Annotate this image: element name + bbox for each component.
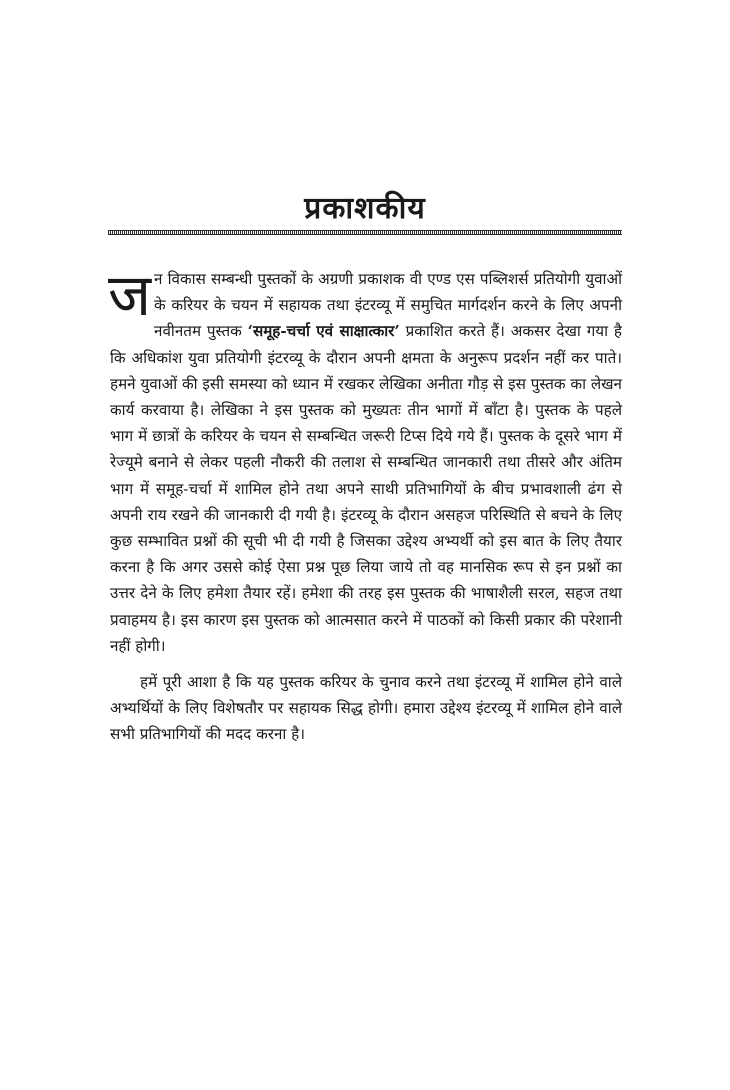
title-divider [108, 230, 622, 235]
paragraph-2: हमें पूरी आशा है कि यह पुस्तक करियर के चुनाव करने तथा इंटरव्यू में शामिल होने वाले अभ्यर्थियों के लिए विशेषतौर पर सहायक सिद्ध होगी। हमारा उद्देश्य इंटरव्यू में शामिल होने वाले सभी प्रतिभागियों की मदद करना है। [110, 673, 622, 744]
book-title: ‘समूह-चर्चा एवं साक्षात्कार’ [247, 322, 400, 341]
drop-cap: ज [108, 261, 152, 329]
paragraph-1 [108, 261, 622, 659]
body-text [108, 261, 622, 748]
page-title: प्रकाशकीय [304, 191, 426, 226]
paragraph-1-text-b: प्रकाशित करते हैं। अकसर देखा गया है कि अधिकांश युवा प्रतियोगी इंटरव्यू के दौरान अपनी क्षमता के अनुरूप प्रदर्शन नहीं कर पाते। हमने युवाओं की इसी समस्या को ध्यान में रखकर लेखिका अनीता गौड़ से इस पुस्तक का लेखन कार्य करवाया है। लेखिका ने इस पुस्तक को मुख्यतः तीन भागों में बाँटा है। पुस्तक के पहले भाग में छात्रों के करियर के चयन से सम्बन्धित जरूरी टिप्स दिये गये हैं। पुस्तक के दूसरे भाग में रेज्यूमे बनाने से लेकर पहली नौकरी की तलाश से सम्बन्धित जानकारी तथा तीसरे और अंतिम भाग में समूह-चर्चा में शामिल होने तथा अपने साथी प्रतिभागियों के बीच प्रभावशाली ढंग से अपनी राय रखने की जानकारी दी गयी है। इंटरव्यू के दौरान असहज परिस्थिति से बचने के लिए कुछ सम्भावित प्रश्नों की सूची भी दी गयी है जिसका उद्देश्य अभ्यर्थी को इस बात के लिए तैयार करना है कि अगर उससे कोई ऐसा प्रश्न पूछ लिया जाये तो वह मानसिक रूप से इन प्रश्नों का उत्तर देने के लिए हमेशा तैयार रहें। हमेशा की तरह इस पुस्तक की भाषाशैली सरल, सहज तथा प्रवाहमय है। इस कारण इस पुस्तक को आत्मसात करने में पाठकों को किसी प्रकार की परेशानी नहीं होगी। [110, 322, 622, 655]
paragraph-1-text-a: न विकास सम्बन्धी पुस्तकों के अग्रणी प्रकाशक वी एण्ड एस पब्लिशर्स प्रतियोगी युवाओं के करियर के चयन में सहायक तथा इंटरव्यू में समुचित मार्गदर्शन करने के लिए अपनी नवीनतम पुस्तक [154, 270, 622, 341]
